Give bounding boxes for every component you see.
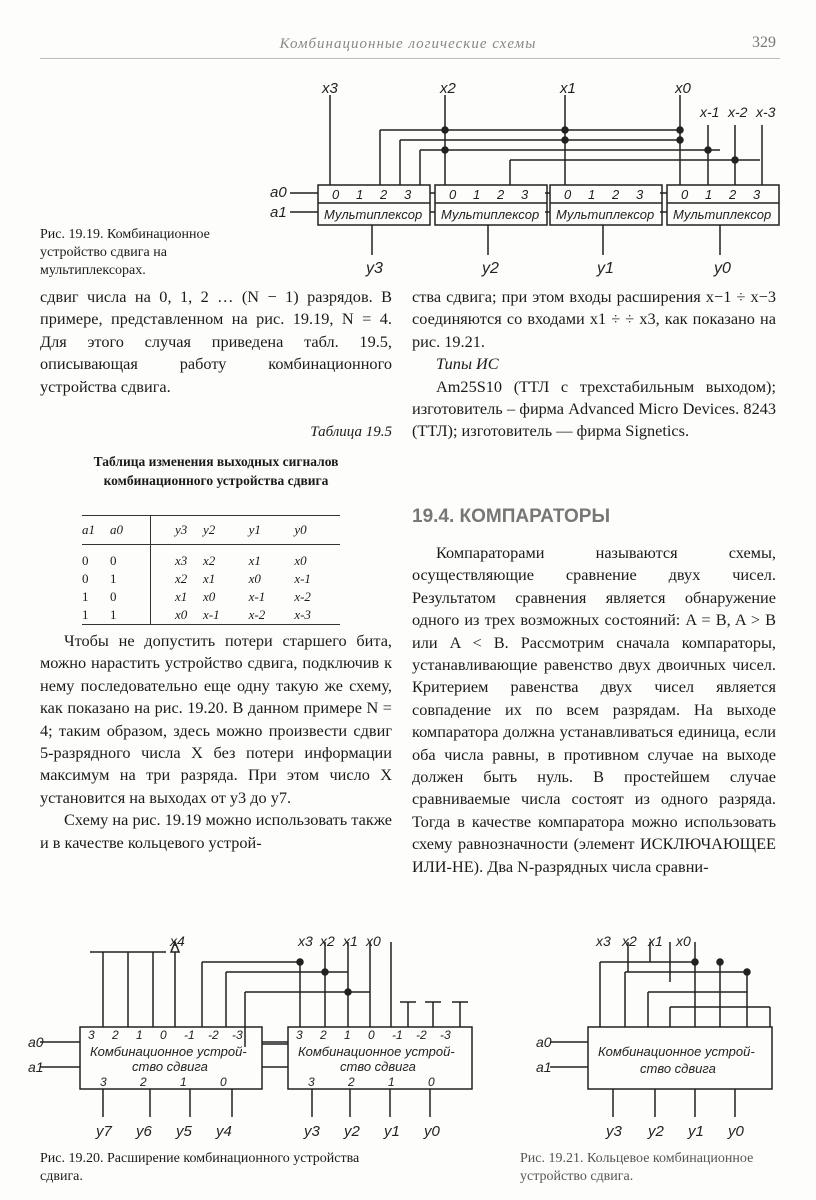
- pin-label: 1: [388, 1075, 395, 1089]
- figure-19-21-diagram: [530, 932, 790, 1147]
- input-label: x3: [298, 933, 313, 949]
- table-title: Таблица изменения выходных сигналов комбинационного устройства сдвига: [93, 454, 339, 488]
- input-label: x-3: [756, 104, 776, 120]
- table-cell: x2: [151, 570, 204, 588]
- output-label: y3: [606, 1123, 622, 1140]
- pin-label: 1: [356, 187, 364, 202]
- right-column-bottom: [412, 542, 776, 878]
- output-label: y5: [176, 1123, 192, 1140]
- pin-label: 3: [100, 1075, 107, 1089]
- pin-label: 3: [521, 187, 529, 202]
- pin-label: 0: [681, 187, 689, 202]
- table-row: [82, 606, 340, 625]
- right-column: [412, 286, 776, 443]
- pin-label: 1: [705, 187, 713, 202]
- output-label: y2: [344, 1123, 360, 1140]
- table-cell: 1: [82, 589, 89, 604]
- table-cell: x0: [248, 571, 261, 586]
- table-cell: 0: [82, 571, 89, 586]
- multiplexer-label: Мультиплексор: [441, 207, 540, 222]
- pin-label: 2: [497, 187, 505, 202]
- pin-label: -2: [208, 1028, 219, 1042]
- table-cell: x-1: [294, 571, 311, 586]
- pin-label: -2: [416, 1028, 427, 1042]
- left-column: [40, 286, 392, 398]
- output-label: y3: [366, 260, 383, 277]
- table-cell: x-2: [248, 607, 266, 622]
- pin-label: 1: [473, 187, 481, 202]
- section-heading: 19.4. КОМПАРАТОРЫ: [412, 506, 611, 527]
- pin-label: 0: [332, 187, 340, 202]
- output-label: y0: [714, 260, 731, 277]
- shift-table: [82, 515, 340, 625]
- table-cell: x3: [151, 545, 204, 571]
- control-label: a1: [536, 1059, 552, 1075]
- output-label: y6: [136, 1123, 152, 1140]
- input-label: x-1: [700, 104, 720, 120]
- pin-label: 3: [636, 187, 644, 202]
- input-label: x4: [170, 933, 185, 949]
- th: a1: [82, 522, 95, 537]
- table-number: Таблица 19.5: [310, 424, 392, 440]
- output-label: y0: [424, 1123, 440, 1140]
- pin-label: 0: [449, 187, 457, 202]
- multiplexer-label: Мультиплексор: [673, 207, 772, 222]
- input-label: x2: [320, 933, 335, 949]
- th: y3: [151, 516, 204, 545]
- control-label: a1: [270, 204, 287, 221]
- input-label: x1: [560, 80, 576, 97]
- pin-label: 0: [220, 1075, 227, 1089]
- multiplexer-label: Мультиплексор: [324, 207, 423, 222]
- input-label: x1: [648, 933, 663, 949]
- paragraph: Чтобы не допустить потери старшего бита, можно нарастить устройство сдвига, подключив к нему последовательно еще одну такую же схему, как показано на рис. 19.20. В данном примере N = 4; таким образом, здесь можно произвести сдвиг 5-разрядного числа X без потери информации максимум на три разряда. При этом число X установится на выходах от y3 до y7.: [40, 631, 392, 807]
- input-label: x3: [322, 80, 338, 97]
- pin-label: -1: [392, 1028, 403, 1042]
- input-label: x3: [596, 933, 611, 949]
- table-header-row: [82, 516, 340, 545]
- pin-label: 2: [612, 187, 620, 202]
- input-label: x-2: [728, 104, 748, 120]
- figure-19-19-diagram: [260, 75, 800, 285]
- output-label: y7: [96, 1123, 112, 1140]
- output-label: y1: [688, 1123, 704, 1140]
- table-row: [82, 570, 340, 588]
- table-cell: x1: [248, 553, 261, 568]
- pin-label: -1: [184, 1028, 195, 1042]
- pin-label: 3: [88, 1028, 95, 1042]
- running-header: Комбинационные логические схемы: [279, 36, 537, 52]
- pin-label: 1: [588, 187, 596, 202]
- output-label: y0: [728, 1123, 744, 1140]
- control-label: a0: [28, 1034, 44, 1050]
- pin-label: 2: [140, 1075, 147, 1089]
- control-label: a0: [270, 184, 287, 201]
- header-rule: [40, 58, 780, 59]
- box-label: Комбинационное устрой-: [598, 1044, 755, 1059]
- table-cell: x-1: [203, 607, 220, 622]
- table-cell: x1: [203, 571, 216, 586]
- input-label: x0: [366, 933, 381, 949]
- th: y1: [248, 522, 261, 537]
- input-label: x2: [622, 933, 637, 949]
- left-column-bottom: [40, 630, 392, 854]
- paragraph: Am25S10 (ТТЛ с трехстабильным выходом); изготовитель – фирма Advanced Micro Devices. 8243 (ТТЛ); изготовитель — фирма Signetics.: [412, 376, 776, 441]
- control-label: a1: [28, 1059, 44, 1075]
- pin-label: 3: [753, 187, 761, 202]
- pin-label: 0: [160, 1028, 167, 1042]
- table-cell: 1: [110, 607, 117, 622]
- table-row: [82, 588, 340, 606]
- pin-label: 1: [180, 1075, 187, 1089]
- output-label: y4: [216, 1123, 232, 1140]
- table-cell: x0: [294, 553, 307, 568]
- table-cell: x-2: [294, 589, 311, 604]
- input-label: x0: [676, 933, 691, 949]
- table-cell: x-3: [294, 607, 311, 622]
- table-cell: x2: [203, 553, 216, 568]
- paragraph: ства сдвига; при этом входы расширения x−1 ÷ x−3 соединяются со входами x1 ÷ ÷ x3, как показано на рис. 19.21.: [412, 287, 776, 351]
- control-label: a0: [536, 1034, 552, 1050]
- pin-label: 0: [368, 1028, 375, 1042]
- pin-label: 3: [308, 1075, 315, 1089]
- th: a0: [110, 522, 123, 537]
- table-cell: x-1: [248, 589, 266, 604]
- table-cell: 0: [82, 553, 89, 568]
- box-label: Комбинационное устрой-: [298, 1044, 455, 1059]
- output-label: y3: [304, 1123, 320, 1140]
- figure-19-20-diagram: [20, 932, 490, 1147]
- input-label: x2: [440, 80, 456, 97]
- output-label: y1: [597, 260, 614, 277]
- output-label: y2: [482, 260, 499, 277]
- pin-label: 2: [729, 187, 737, 202]
- page-number: 329: [752, 34, 776, 51]
- pin-label: 2: [348, 1075, 355, 1089]
- table-cell: 0: [110, 553, 117, 568]
- th: y2: [203, 522, 216, 537]
- table-cell: x0: [203, 589, 216, 604]
- th: y0: [294, 522, 307, 537]
- pin-label: 1: [136, 1028, 143, 1042]
- table-cell: x1: [151, 588, 204, 606]
- input-label: x0: [675, 80, 691, 97]
- figure-19-20-caption: Рис. 19.20. Расширение комбинационного устройства сдвига.: [40, 1151, 360, 1184]
- pin-label: 1: [344, 1028, 351, 1042]
- input-label: x1: [343, 933, 358, 949]
- multiplexer-label: Мультиплексор: [556, 207, 655, 222]
- pin-label: 2: [112, 1028, 119, 1042]
- pin-label: -3: [232, 1028, 243, 1042]
- pin-label: 0: [564, 187, 572, 202]
- pin-label: 0: [428, 1075, 435, 1089]
- box-label: ство сдвига: [340, 1059, 416, 1074]
- box-label: ство сдвига: [132, 1059, 208, 1074]
- table-cell: x0: [151, 606, 204, 625]
- paragraph: сдвиг числа на 0, 1, 2 … (N − 1) разрядов. В примере, представленном на рис. 19.19, N = 4. Для этого случая приведена табл. 19.5, описывающая работу комбинационного устройства сдвига.: [40, 287, 392, 396]
- pin-label: 3: [296, 1028, 303, 1042]
- pin-label: 3: [404, 187, 412, 202]
- figure-19-19-caption: Рис. 19.19. Комбинационное устройство сдвига на мультиплексорах.: [40, 227, 210, 278]
- box-label: ство сдвига: [640, 1061, 716, 1076]
- table-cell: 1: [110, 571, 117, 586]
- paragraph: Компараторами называются схемы, осуществляющие сравнение двух чисел. Результатом сравнения является обнаружение одного из трех возможных состояний: A = B, A > B или A < B. Рассмотрим сначала компараторы, устанавливающие равенство двух двоичных чисел. Критерием равенства двух чисел является совпадение их по всем разрядам. На выходе компаратора должна устанавливаться единица, если оба числа равны, в противном случае на выходе должен быть нуль. В простейшем случае сравниваемые числа состоят из одного разряда. Тогда в качестве компаратора можно использовать схему равнозначности (элемент ИСКЛЮЧАЮЩЕЕ ИЛИ-НЕ). Два N-разрядных числа сравни-: [412, 543, 776, 876]
- table-row: [82, 545, 340, 571]
- paragraph: Схему на рис. 19.19 можно использовать также и в качестве кольцевого устрой-: [40, 810, 392, 852]
- table-cell: 1: [82, 607, 89, 622]
- table-cell: 0: [110, 589, 117, 604]
- output-label: y1: [384, 1123, 400, 1140]
- output-label: y2: [648, 1123, 664, 1140]
- box-label: Комбинационное устрой-: [90, 1044, 247, 1059]
- subheading: Типы ИС: [436, 354, 499, 374]
- pin-label: 2: [320, 1028, 327, 1042]
- figure-19-21-caption: Рис. 19.21. Кольцевое комбинационное устройство сдвига.: [520, 1151, 754, 1184]
- pin-label: -3: [440, 1028, 451, 1042]
- pin-label: 2: [380, 187, 388, 202]
